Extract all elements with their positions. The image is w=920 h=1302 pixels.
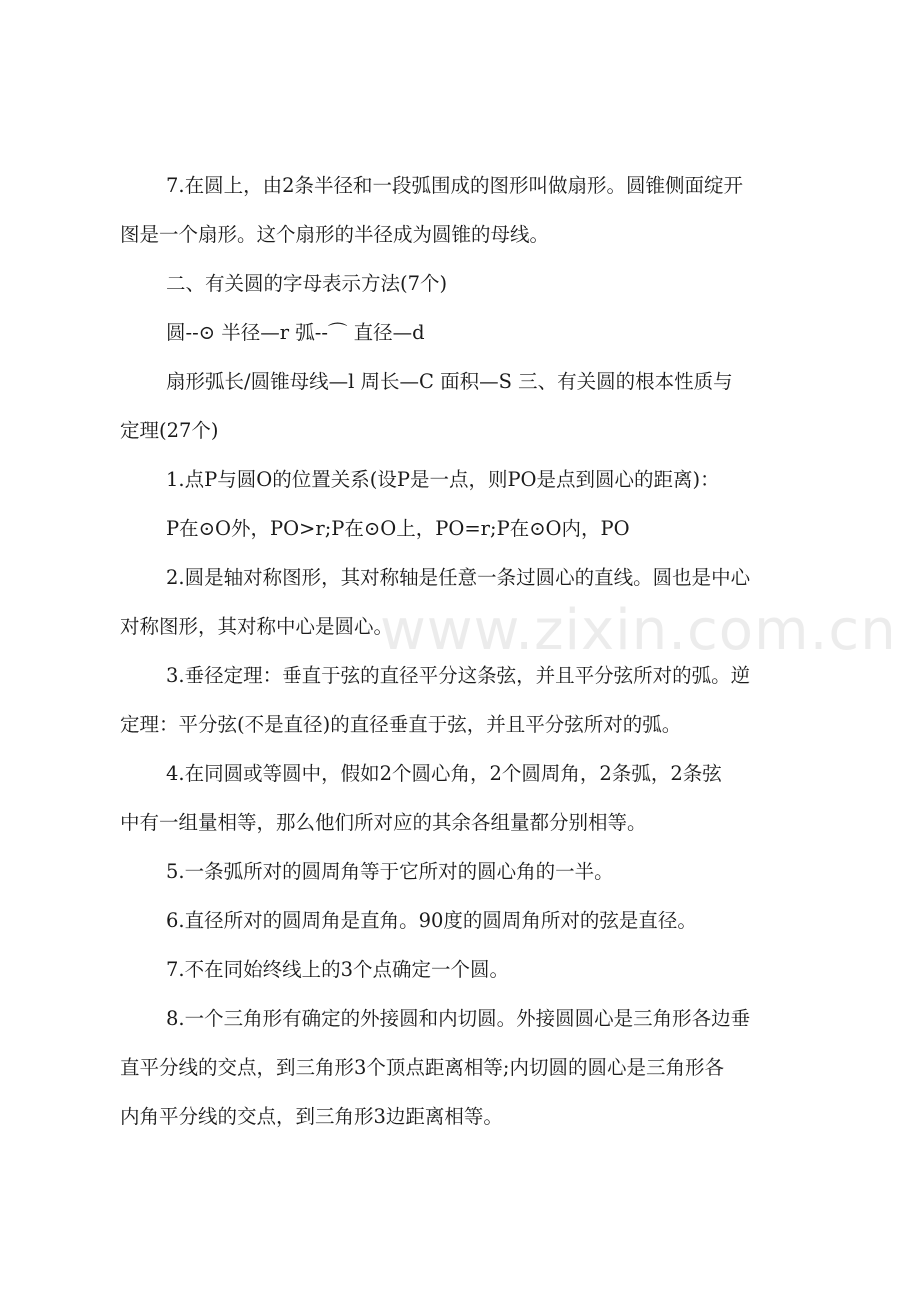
text-line: 图是一个扇形。这个扇形的半径成为圆锥的母线。 [120, 223, 550, 246]
text-line: 内角平分线的交点，到三角形3边距离相等。 [120, 1105, 503, 1128]
text-line: P在⊙O外，PO>r;P在⊙O上，PO=r;P在⊙O内，PO [166, 517, 630, 540]
text-line: 4.在同圆或等圆中，假如2个圆心角，2个圆周角，2条弧，2条弦 [166, 762, 722, 785]
text-line: 定理：平分弦(不是直径)的直径垂直于弦，并且平分弦所对的弧。 [120, 713, 682, 736]
text-line: 扇形弧长/圆锥母线—l 周长—C 面积—S 三、有关圆的根本性质与 [166, 370, 733, 393]
text-line: 5.一条弧所对的圆周角等于它所对的圆心角的一半。 [166, 860, 614, 883]
watermark: www.zixin.com.cn [380, 598, 897, 663]
text-line: 圆--⊙ 半径—r 弧--⌒ 直径—d [166, 321, 425, 344]
text-line: 对称图形，其对称中心是圆心。 [120, 615, 394, 638]
text-line: 中有一组量相等，那么他们所对应的其余各组量都分别相等。 [120, 811, 647, 834]
text-line: 直平分线的交点，到三角形3个顶点距离相等;内切圆的圆心是三角形各 [120, 1056, 724, 1079]
text-line: 二、有关圆的字母表示方法(7个) [166, 272, 448, 295]
text-line: 7.不在同始终线上的3个点确定一个圆。 [166, 958, 510, 981]
text-line: 3.垂径定理：垂直于弦的直径平分这条弦，并且平分弦所对的弧。逆 [166, 664, 751, 687]
text-line: 7.在圆上，由2条半径和一段弧围成的图形叫做扇形。圆锥侧面绽开 [166, 174, 744, 197]
text-line: 8.一个三角形有确定的外接圆和内切圆。外接圆圆心是三角形各边垂 [166, 1007, 751, 1030]
text-line: 1.点P与圆O的位置关系(设P是一点，则PO是点到圆心的距离)： [166, 468, 720, 491]
text-line: 6.直径所对的圆周角是直角。90度的圆周角所对的弦是直径。 [166, 909, 697, 932]
text-line: 2.圆是轴对称图形，其对称轴是任意一条过圆心的直线。圆也是中心 [166, 566, 751, 589]
text-line: 定理(27个) [120, 419, 219, 442]
